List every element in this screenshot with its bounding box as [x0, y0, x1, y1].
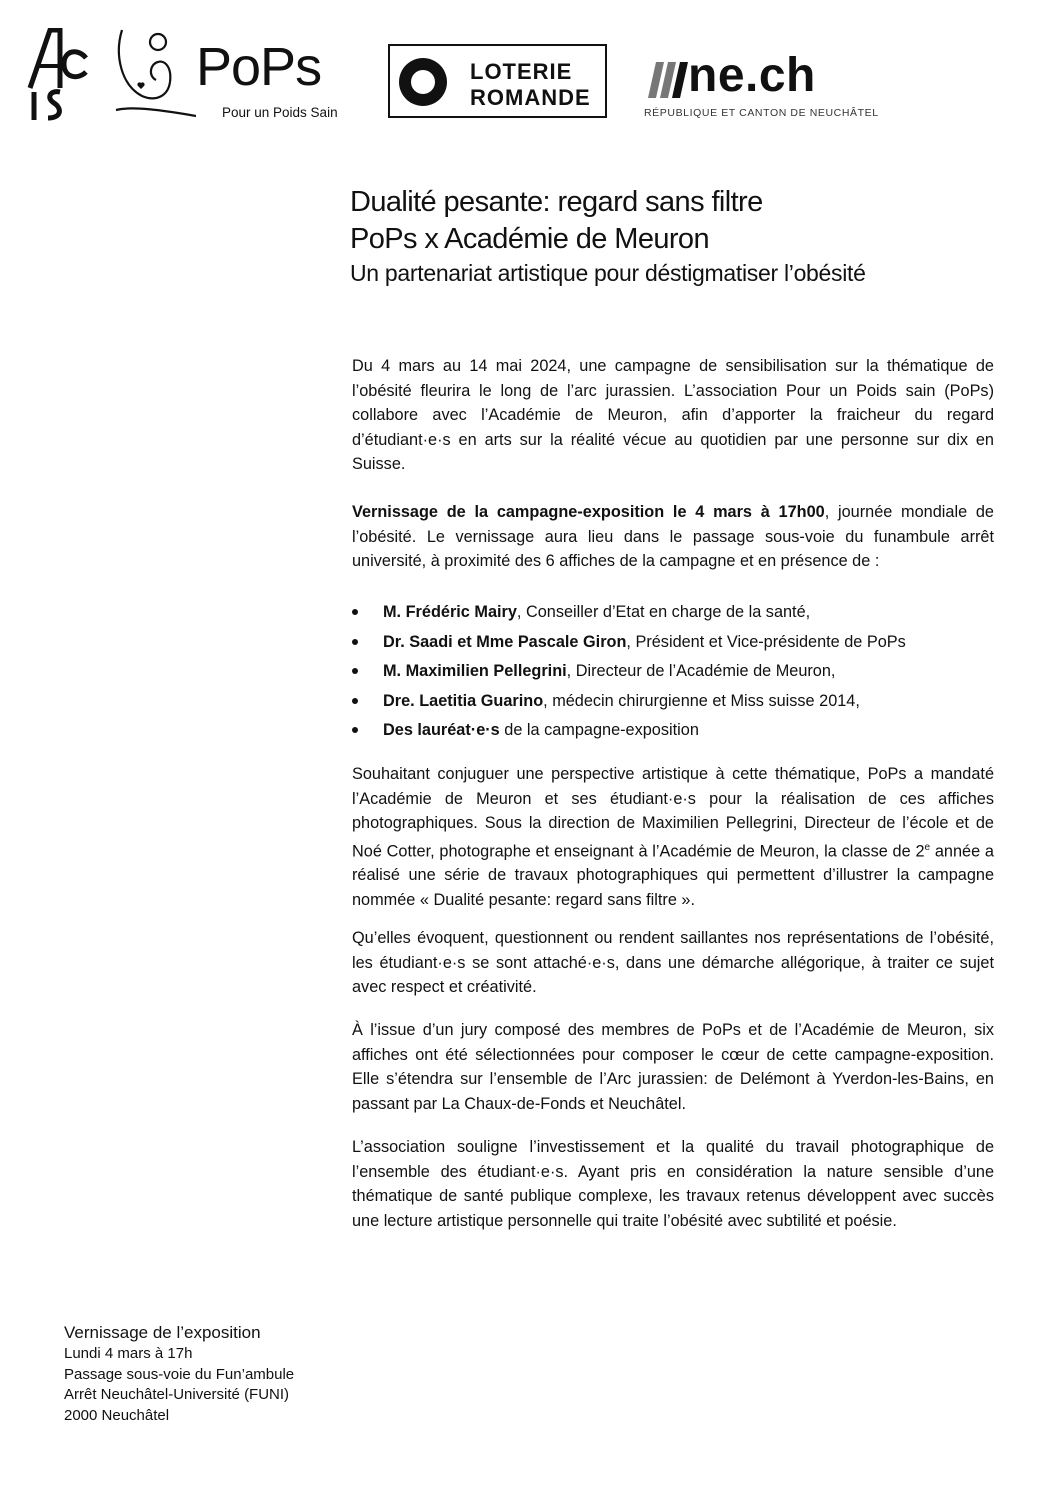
list-item: [352, 598, 1012, 628]
ne-ch-name: ne.ch: [688, 49, 816, 102]
event-venue: Passage sous-voie du Fun’ambule: [64, 1365, 295, 1383]
title-line-1: Dualité pesante: regard sans filtre: [350, 186, 763, 218]
guest-name: M. Frédéric Mairy: [383, 603, 517, 621]
guest-role: , Président et Vice-présidente de PoPs: [626, 632, 906, 651]
vernissage-lead: Vernissage de la campagne-exposition le 4 mars à 17h00: [352, 503, 825, 521]
adm-monogram-icon: [26, 28, 92, 122]
subtitle: Un partenariat artistique pour déstigmatiser l’obésité: [350, 260, 866, 286]
ordinal-superscript: e: [924, 841, 931, 853]
ne-ch-stripes-icon: [644, 58, 688, 102]
bullet-icon: [352, 698, 358, 704]
association-paragraph: L’association souligne l’investissement et la qualité du travail photographique de l’ensemble des étudiant·e·s. Ayant pris en considération la nature sensible d’une thématique de santé publique complexe, les travaux retenus développent avec succès une lecture artistique personnelle qui traite l’obésité avec subtilité et poésie.: [352, 1138, 994, 1230]
guest-role: , Directeur de l’Académie de Meuron,: [566, 662, 836, 680]
vernissage-paragraph: [352, 500, 994, 574]
bullet-icon: [352, 668, 358, 674]
event-stop: Arrêt Neuchâtel-Université (FUNI): [64, 1386, 290, 1403]
list-item: [352, 628, 1012, 658]
list-item: [352, 716, 1012, 746]
loterie-romande-logo: [388, 44, 607, 118]
list-item: [352, 687, 1012, 717]
bullet-icon: [352, 727, 358, 733]
guest-name: Dr. Saadi et Mme Pascale Giron: [383, 632, 627, 651]
academie-de-meuron-logo: [26, 28, 92, 122]
students-paragraph: Qu’elles évoquent, questionnent ou rendent saillantes nos représentations de l’obésité, les étudiant·e·s se sont attaché·e·s, dans une démarche allégorique, à traiter ce sujet avec respect et créativité.: [352, 929, 994, 996]
ne-ch-subtitle: RÉPUBLIQUE ET CANTON DE NEUCHÂTEL: [644, 107, 879, 119]
event-city: 2000 Neuchâtel: [64, 1406, 170, 1424]
ne-ch-logo: [644, 49, 879, 120]
pops-logo: [112, 26, 362, 124]
pops-figure-icon: [112, 26, 196, 124]
event-info: [64, 1322, 364, 1426]
jury-paragraph: À l’issue d’un jury composé des membres de PoPs et de l’Académie de Meuron, six affiches ont été sélectionnées pour composer le cœur de cette campagne-exposition. Elle s’étendra sur l’ensemble de l’Arc jurassien: de Delémont à Yverdon-les-Bains, en passant par La Chaux-de-Fonds et Neuchâtel.: [352, 1021, 994, 1113]
bullet-icon: [352, 639, 358, 645]
guest-name: Dre. Laetitia Guarino: [383, 691, 544, 710]
guest-role: , médecin chirurgienne et Miss suisse 2014,: [543, 691, 860, 710]
loterie-circle-icon: [396, 55, 450, 109]
loterie-line1: LOTERIE: [470, 59, 573, 84]
guest-role: de la campagne-exposition: [499, 721, 699, 739]
guest-name: Des lauréat·e·s: [383, 721, 500, 739]
event-heading: Vernissage de l’exposition: [64, 1323, 261, 1342]
loterie-line2: ROMANDE: [470, 85, 591, 110]
guest-name: M. Maximilien Pellegrini: [383, 662, 567, 680]
pops-tagline: Pour un Poids Sain: [222, 105, 338, 120]
campaign-paragraph: [352, 762, 994, 912]
campaign-text-before: Souhaitant conjuguer une perspective artistique à cette thématique, PoPs a mandaté l’Académie de Meuron et ses étudiant·e·s pour la réalisation de ces affiches photographiques. Sous la direction de Maximilien Pellegrini, Directeur de l’école et de Noé Cotter, photographe et enseignant à l’Académie de Meuron, la classe de 2: [352, 765, 994, 860]
guest-list: [352, 598, 1012, 746]
event-date: Lundi 4 mars à 17h: [64, 1345, 193, 1362]
campaign-text-after: année a réalisé une série de travaux photographiques qui permettent d’illustrer la campagne nommée « Dualité pesante: regard sans filtre ».: [352, 841, 994, 909]
title-line-2: PoPs x Académie de Meuron: [350, 223, 709, 255]
vernissage-rest: , journée mondiale de l’obésité. Le vernissage aura lieu dans le passage sous-voie du funambule arrêt université, à proximité des 6 affiches de la campagne et en présence de :: [352, 503, 994, 570]
bullet-icon: [352, 609, 358, 615]
list-item: [352, 657, 1012, 687]
guest-role: , Conseiller d’Etat en charge de la santé,: [516, 603, 811, 621]
intro-paragraph: Du 4 mars au 14 mai 2024, une campagne de sensibilisation sur la thématique de l’obésité fleurira le long de l’arc jurassien. L’association Pour un Poids sain (PoPs) collabore avec l’Académie de Meuron, afin d’apporter la fraicheur du regard d’étudiant·e·s en arts sur la réalité vécue au quotidien par une personne sur dix en Suisse.: [352, 357, 994, 473]
pops-name: PoPs: [196, 37, 322, 97]
